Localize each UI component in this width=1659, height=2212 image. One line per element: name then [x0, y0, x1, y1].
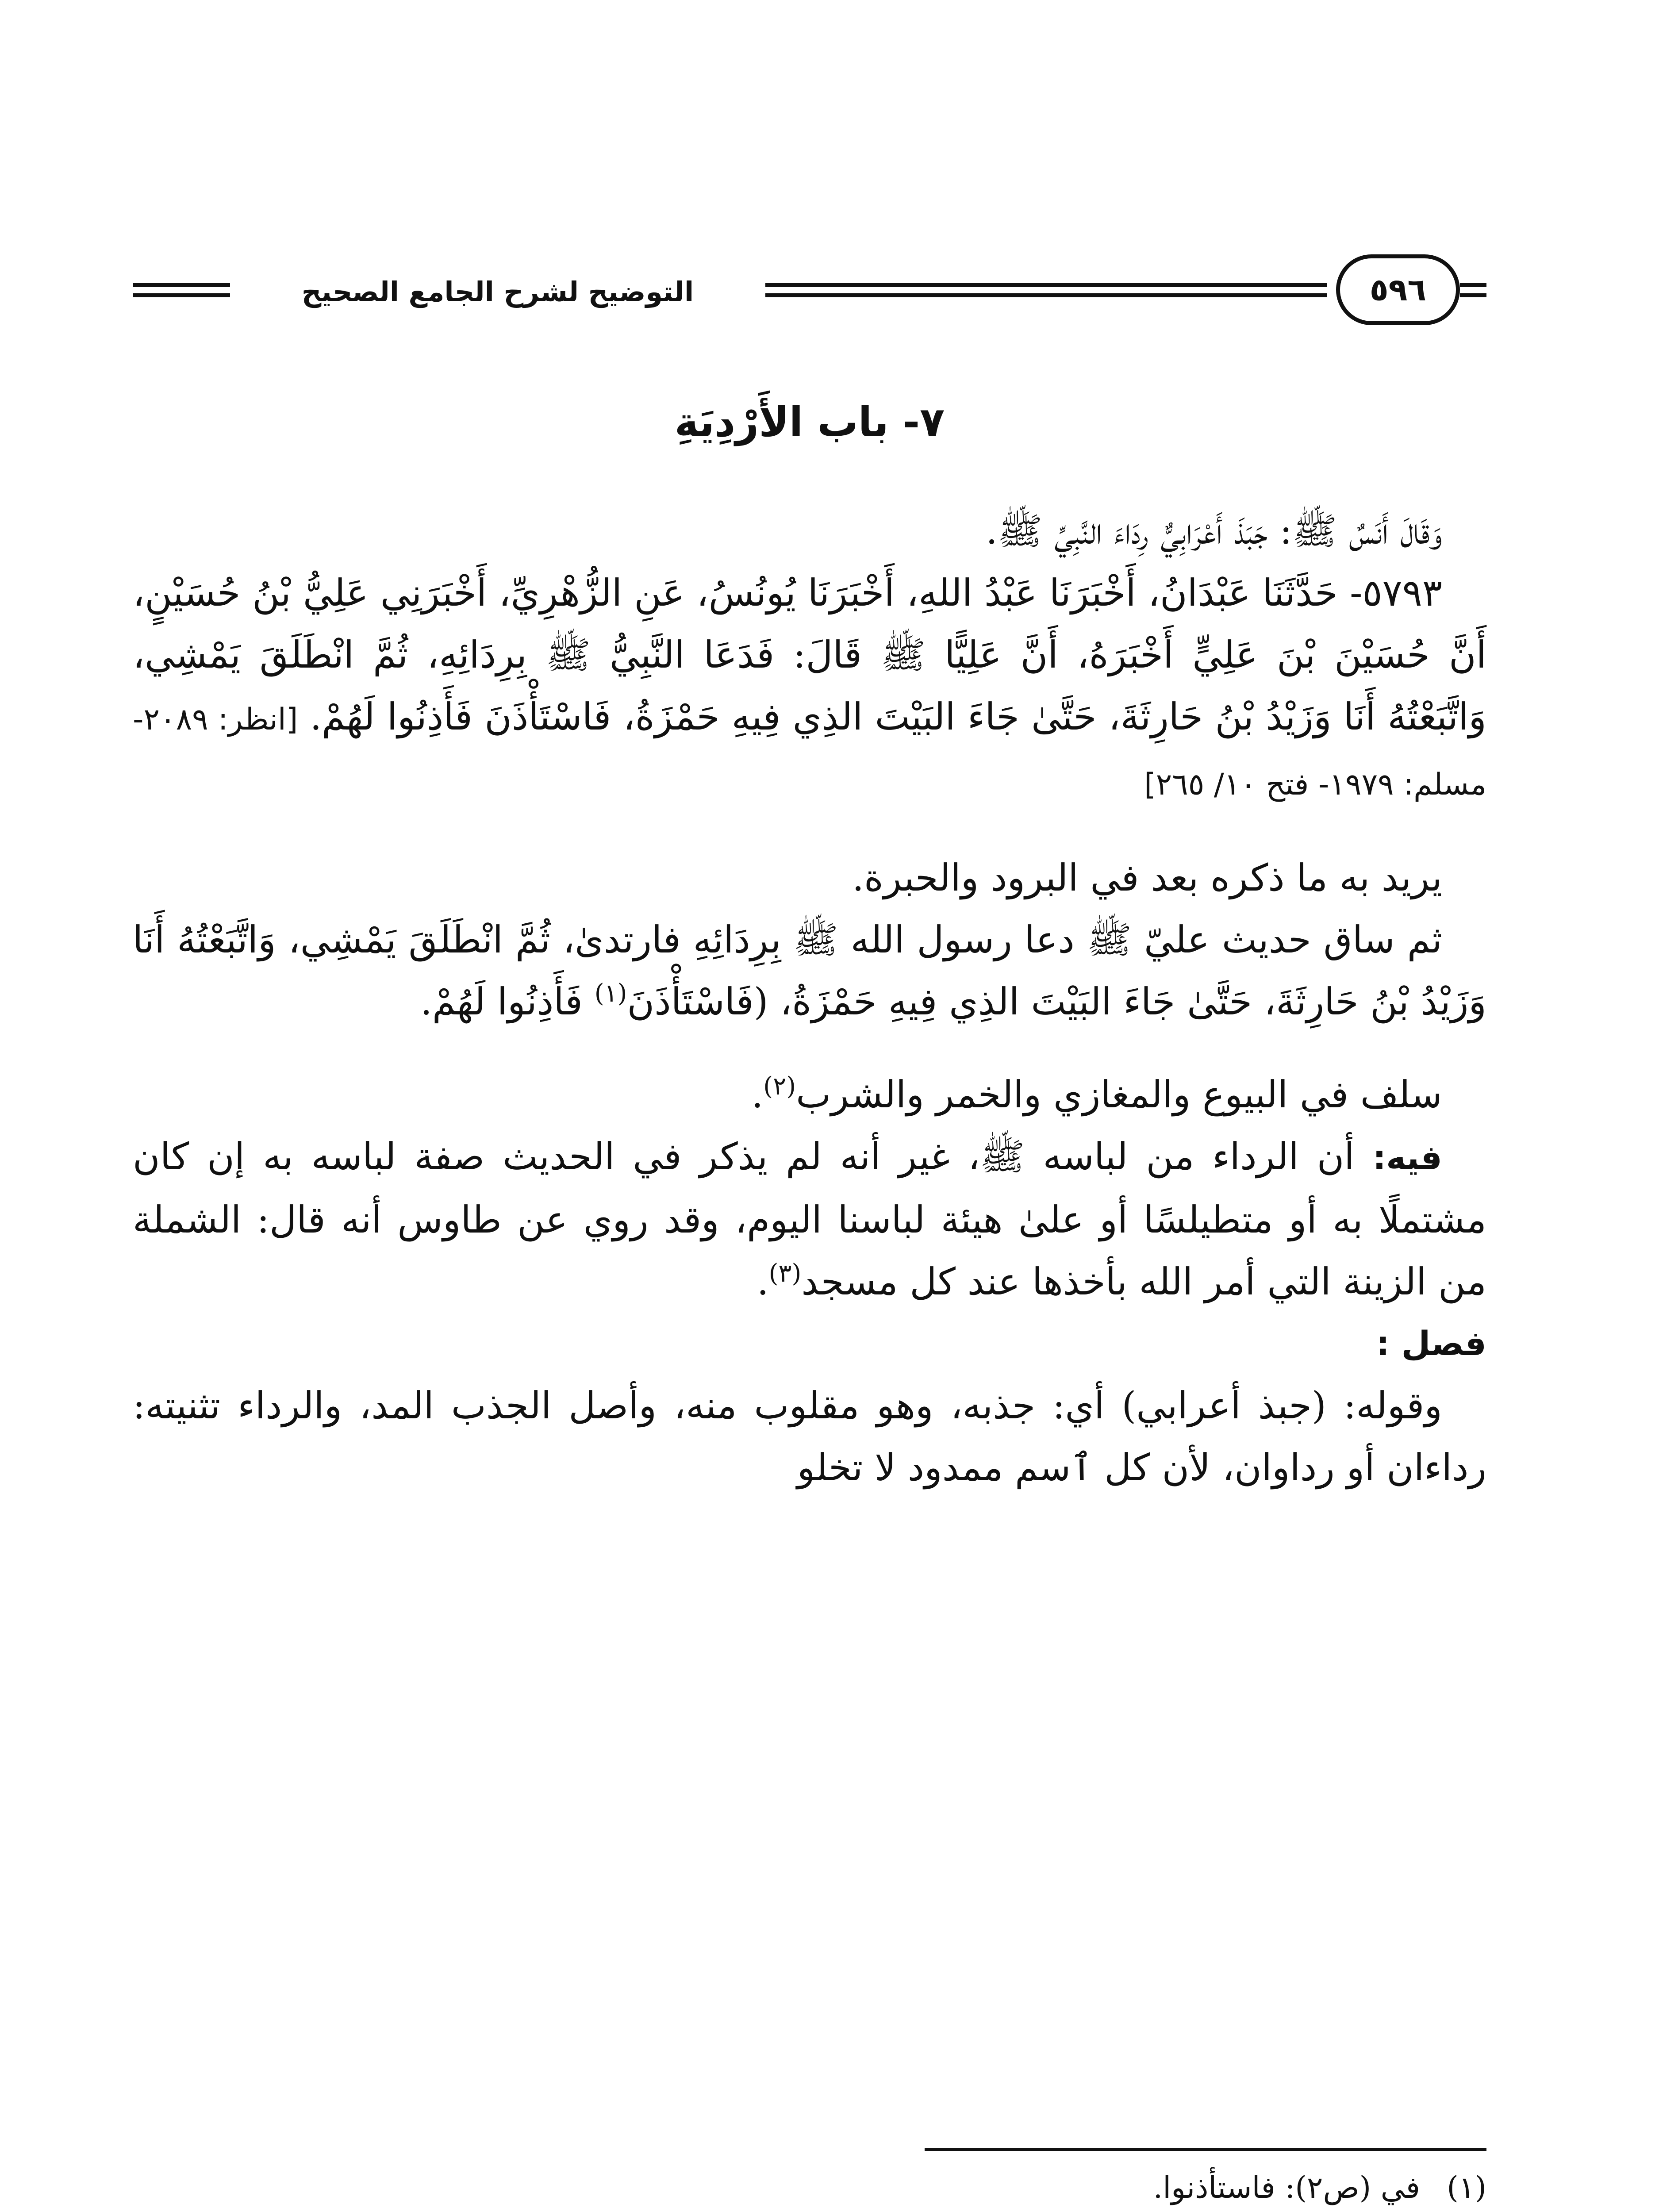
page-header — [133, 254, 1486, 332]
hadith-text: ٥٧٩٣- حَدَّثَنَا عَبْدَانُ، أَخْبَرَنَا عَبْدُ اللهِ، أَخْبَرَنَا يُونُسُ، عَنِ الزُّهْرِيِّ، أَخْبَرَنِي عَلِيُّ بْنُ حُسَيْنٍ، أَنَّ حُسَيْنَ بْنَ عَلِيٍّ أَخْبَرَهُ، أَنَّ عَلِيًّا ﷺ قَالَ: فَدَعَا النَّبِيُّ ﷺ بِرِدَائِهِ، ثُمَّ انْطَلَقَ يَمْشِي، وَاتَّبَعْتُهُ أَنَا وَزَيْدُ بْنُ حَارِثَةَ، حَتَّىٰ جَاءَ البَيْتَ الذِي فِيهِ حَمْزَةُ، فَاسْتَأْذَنَ فَأَذِنُوا لَهُمْ. — [133, 571, 1486, 738]
footnote-marker: (١) — [594, 979, 627, 1008]
paragraph-text: فَأَذِنُوا لَهُمْ. — [420, 980, 583, 1023]
hadith-5793 — [133, 562, 1486, 816]
footnote-marker: (٢) — [763, 1072, 796, 1101]
book-title: التوضيح لشرح الجامع الصحيح — [301, 276, 694, 308]
commentary-paragraph — [133, 1125, 1486, 1313]
main-text — [133, 500, 1486, 1498]
hadith-taliq: وَقَالَ أَنَسٌ ﷺ: جَبَذَ أَعْرَابِيٌّ رِدَاءَ النَّبِيِّ ﷺ. — [986, 509, 1442, 553]
footnote-marker: (٣) — [768, 1259, 802, 1288]
commentary-paragraph: يريد به ما ذكره بعد في البرود والحبرة. — [852, 856, 1442, 899]
footnote — [133, 2163, 1486, 2212]
footnote-separator — [925, 2148, 1486, 2151]
paragraph-lead: فيه: — [1372, 1138, 1442, 1177]
header-rule-right — [1460, 283, 1486, 297]
commentary-paragraph: وقوله: (جبذ أعرابي) أي: جذبه، وهو مقلوب منه، وأصل الجذب المد، والرداء تثنيته: رداءان أو رداوان، لأن كل ٱسم ممدود لا تخلو — [133, 1384, 1486, 1489]
paragraph-text: ثم ساق حديث عليّ ﷺ دعا رسول الله ﷺ بِرِدَائِهِ فارتدىٰ، ثُمَّ انْطَلَقَ يَمْشِي، وَاتَّبَعْتُهُ أَنَا وَزَيْدُ بْنُ حَارِثَةَ، حَتَّىٰ جَاءَ البَيْتَ الذِي فِيهِ حَمْزَةُ، (فَاسْتَأْذَنَ — [133, 918, 1486, 1023]
header-rule-middle — [765, 283, 1327, 297]
footnote-text: في (ص٢): فاستأذنوا. — [1153, 2170, 1420, 2205]
page-number: ٥٩٦ — [1336, 254, 1460, 325]
commentary-paragraph — [133, 1064, 1486, 1125]
footnote-number: (١) — [1447, 2170, 1486, 2205]
section-heading: فصل : — [1376, 1324, 1486, 1363]
paragraph-text: أن الرداء من لباسه ﷺ، غير أنه لم يذكر في الحديث صفة لباسه به إن كان مشتملًا به أو متطيلسًا أو علىٰ هيئة لباسنا اليوم، وقد روي عن طاوس أنه قال: الشملة من الزينة التي أمر الله بأخذها عند كل مسجد — [133, 1135, 1486, 1303]
commentary-paragraph — [133, 909, 1486, 1033]
header-rule-left — [133, 283, 230, 297]
paragraph-text: . — [757, 1260, 769, 1303]
paragraph-text: سلف في البيوع والمغازي والخمر والشرب — [796, 1073, 1442, 1116]
chapter-title: ٧- باب الأَرْدِيَةِ — [674, 399, 945, 446]
footnotes — [133, 2163, 1486, 2212]
paragraph-text: . — [751, 1073, 764, 1116]
hadith-reference: [انظر: ٢٠٨٩- مسلم: ١٩٧٩- فتح ١٠/ ٢٦٥] — [133, 702, 1486, 802]
